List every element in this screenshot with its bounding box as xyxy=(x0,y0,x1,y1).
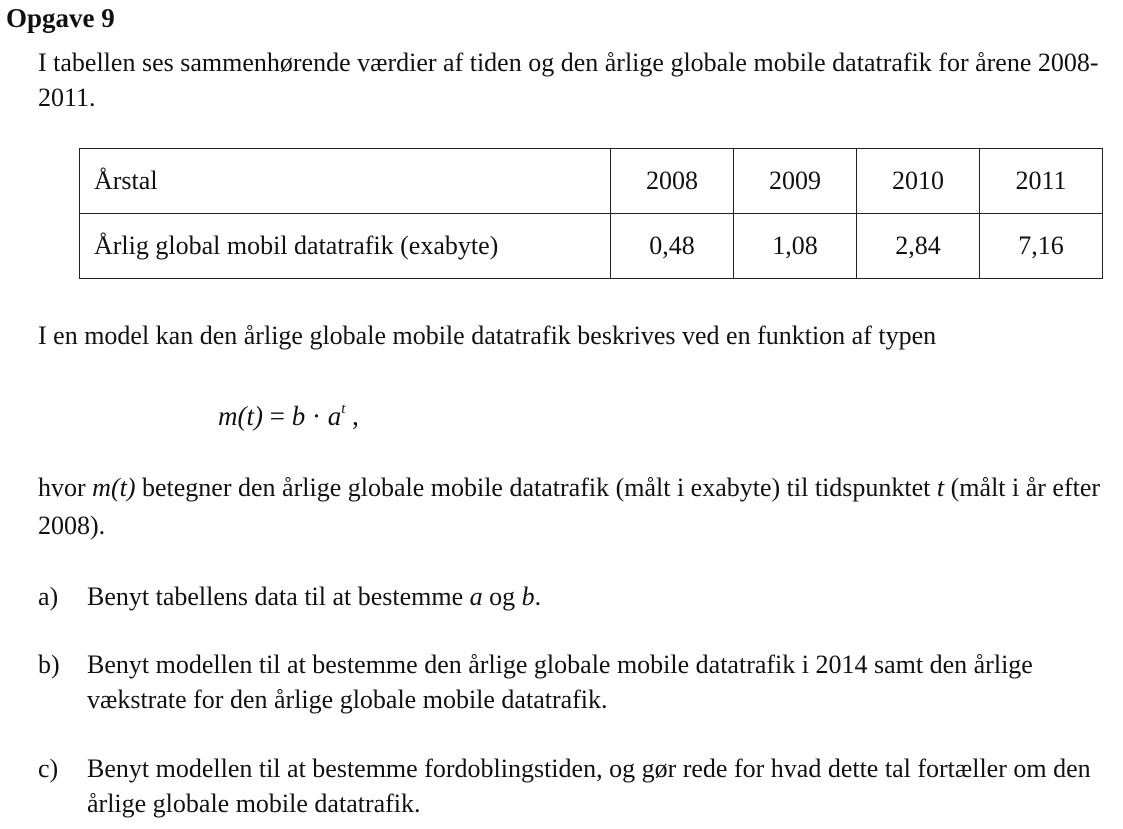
formula-lhs: m(t) xyxy=(218,401,263,431)
definition-var-t: t xyxy=(936,473,945,502)
definition-paragraph xyxy=(38,469,1113,545)
value-cell: 7,16 xyxy=(980,214,1103,279)
table-row-traffic xyxy=(80,214,1103,279)
intro-paragraph: I tabellen ses sammenhørende værdier af tiden og den årlige globale mobile datatrafik for årene 2008-2011. xyxy=(38,48,1099,112)
value-cell: 0,48 xyxy=(611,214,734,279)
definition-text: betegner den årlige globale mobile datatrafik (målt i exabyte) til tidspunktet xyxy=(135,473,937,502)
model-paragraph: I en model kan den årlige globale mobile datatrafik beskrives ved en funktion af typen xyxy=(38,321,937,350)
formula-dot: · xyxy=(305,401,328,431)
question-var-b: b xyxy=(521,582,535,611)
question-text-part: Benyt tabellens data til at bestemme xyxy=(87,582,470,611)
model-formula xyxy=(218,392,359,434)
question-text-part: . xyxy=(534,582,542,611)
formula-tail: , xyxy=(345,401,359,431)
year-cell: 2010 xyxy=(857,149,980,214)
value-cell: 1,08 xyxy=(734,214,857,279)
year-cell: 2011 xyxy=(980,149,1103,214)
question-var-a: a xyxy=(469,582,483,611)
year-cell: 2008 xyxy=(611,149,734,214)
formula-exponent: t xyxy=(341,401,346,417)
formula-equals: = xyxy=(262,401,292,431)
exercise-title: Opgave 9 xyxy=(6,3,115,33)
definition-text: (målt i år efter 2008). xyxy=(38,473,1101,540)
table-row-years xyxy=(80,149,1103,214)
header-label-cell: Årstal xyxy=(80,149,611,214)
question-text-part: og xyxy=(482,582,522,611)
question-c xyxy=(38,751,1113,821)
question-text: Benyt modellen til at bestemme fordoblingstiden, og gør rede for hvad dette tal fortæller om den årlige globale mobile datatrafik. xyxy=(87,754,1091,818)
question-letter: c) xyxy=(38,754,59,783)
value-cell: 2,84 xyxy=(857,214,980,279)
formula-a: a xyxy=(327,401,342,431)
question-a xyxy=(38,579,1113,614)
question-letter: a) xyxy=(38,582,59,611)
question-text: Benyt modellen til at bestemme den årlige globale mobile datatrafik i 2014 samt den årlige vækstrate for den årlige globale mobile datatrafik. xyxy=(87,650,1033,714)
question-b xyxy=(38,647,1113,717)
year-cell: 2009 xyxy=(734,149,857,214)
question-text xyxy=(87,579,1113,614)
definition-var-m: m(t) xyxy=(92,473,136,502)
definition-text: hvor xyxy=(38,473,93,502)
data-table xyxy=(79,148,1103,279)
question-letter: b) xyxy=(38,650,60,679)
formula-b: b xyxy=(291,401,306,431)
row-label-cell: Årlig global mobil datatrafik (exabyte) xyxy=(80,214,611,279)
